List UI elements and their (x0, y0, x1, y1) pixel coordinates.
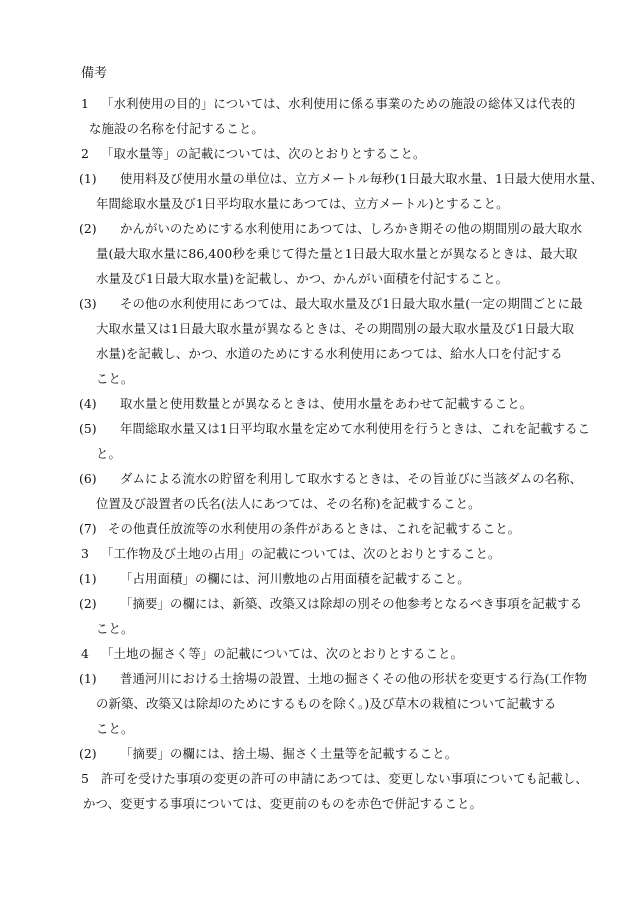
item-number: (2) (79, 746, 97, 761)
item-number: (3) (79, 296, 97, 311)
item-text-line: 年間総取水量又は1日平均取水量を定めて水利使用を行うときは、これを記載するこ (120, 421, 591, 436)
item-text-line: 「摘要」の欄には、捨土場、掘さく土量等を記載すること。 (120, 746, 458, 761)
item-text-line: 水量)を記載し、かつ、水道のためにする水利使用にあつては、給水人口を付記する (96, 346, 563, 361)
item-text-line: かんがいのためにする水利使用にあつては、しろかき期その他の期間別の最大取水 (120, 221, 583, 236)
item-number: 4 (81, 646, 89, 661)
item-number: (7) (79, 521, 97, 536)
item-text-line: こと。 (96, 621, 134, 636)
item-text-line: 「土地の掘さく等」の記載については、次のとおりとすること。 (101, 646, 463, 661)
item-text-line: な施設の名称を付記すること。 (89, 121, 264, 136)
item-text-line: 「占用面積」の欄には、河川敷地の占用面積を記載すること。 (120, 571, 470, 586)
item-text-line: 「工作物及び土地の占用」の記載については、次のとおりとすること。 (101, 546, 501, 561)
item-number: 2 (81, 146, 89, 161)
item-text-line: ダムによる流水の貯留を利用して取水するときは、その旨並びに当該ダムの名称、 (120, 471, 583, 486)
item-text-line: 普通河川における土捨場の設置、土地の掘さくその他の形状を変更する行為(工作物 (120, 671, 588, 686)
item-number: (2) (79, 596, 97, 611)
item-text-line: と。 (96, 446, 121, 461)
item-text-line: その他の水利使用にあつては、最大取水量及び1日最大取水量(一定の期間ごとに最 (120, 296, 583, 311)
item-text-line: の新築、改築又は除却のためにするものを除く。)及び草木の栽植について記載する (96, 696, 557, 711)
item-number: (1) (79, 571, 97, 586)
item-text-line: 大取水量又は1日最大取水量が異なるときは、その期間別の最大取水量及び1日最大取 (96, 321, 575, 336)
item-number: (1) (79, 171, 97, 186)
item-text-line: こと。 (96, 371, 134, 386)
item-text-line: 年間総取水量及び1日平均取水量にあつては、立方メートル)とすること。 (96, 196, 509, 211)
item-text-line: 使用料及び使用水量の単位は、立方メートル毎秒(1日最大取水量、1日最大使用水量、 (120, 171, 604, 186)
item-number: (2) (79, 221, 97, 236)
item-number: (6) (79, 471, 97, 486)
item-number: (1) (79, 671, 97, 686)
item-text-line: 取水量と使用数量とが異なるときは、使用水量をあわせて記載すること。 (120, 396, 533, 411)
remarks-heading: 備考 (81, 66, 108, 81)
item-text-line: その他責任放流等の水利使用の条件があるときは、これを記載すること。 (108, 521, 521, 536)
item-number: 3 (81, 546, 89, 561)
item-text-line: 量(最大取水量に86,400秒を乗じて得た量と1日最大取水量とが異なるときは、最大取 (96, 246, 578, 261)
item-text-line: 位置及び設置者の氏名(法人にあつては、その名称)を記載すること。 (96, 496, 481, 511)
item-number: 5 (81, 771, 89, 786)
item-text-line: かつ、変更する事項については、変更前のものを赤色で併記すること。 (83, 796, 482, 811)
item-number: 1 (81, 96, 89, 111)
item-text-line: 「取水量等」の記載については、次のとおりとすること。 (101, 146, 426, 161)
item-text-line: 水量及び1日最大取水量)を記載し、かつ、かんがい面積を付記すること。 (96, 271, 509, 286)
item-text-line: こと。 (96, 721, 134, 736)
item-text-line: 許可を受けた事項の変更の許可の申請にあつては、変更しない事項についても記載し、 (101, 771, 588, 786)
item-text-line: 「摘要」の欄には、新築、改築又は除却の別その他参考となるべき事項を記載する (120, 596, 583, 611)
item-text-line: 「水利使用の目的」については、水利使用に係る事業のための施設の総体又は代表的 (101, 96, 576, 111)
item-number: (5) (79, 421, 97, 436)
item-number: (4) (79, 396, 97, 411)
